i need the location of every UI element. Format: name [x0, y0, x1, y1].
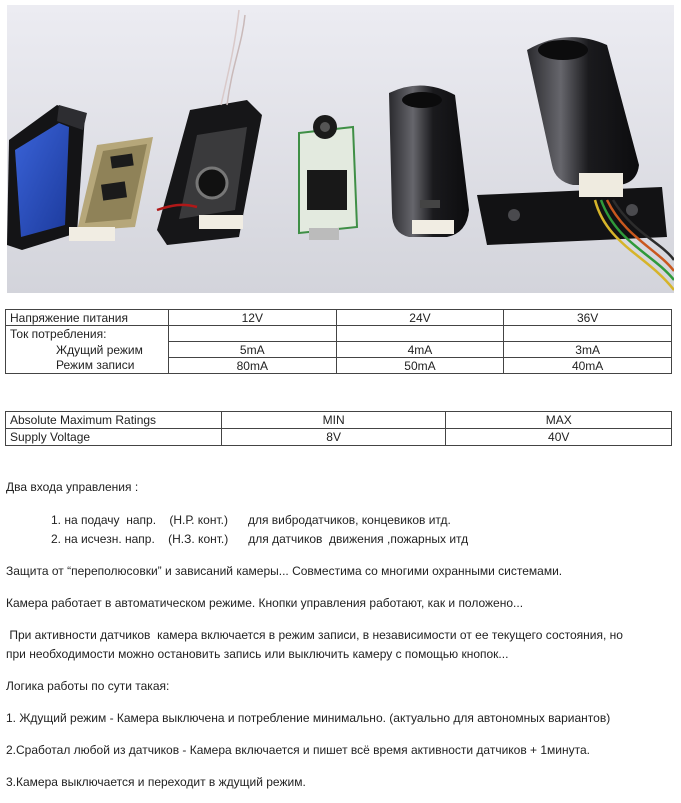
header-cell: Absolute Maximum Ratings: [6, 412, 222, 429]
empty-cell: [336, 326, 504, 342]
table-row: [6, 342, 672, 358]
table-row: [6, 326, 672, 342]
logic-step-1: 1. Ждущий режим - Камера выключена и потребление минимально. (актуально для автономных вариантов): [6, 711, 611, 725]
header-cell: Напряжение питания: [6, 310, 169, 326]
product-photo: [7, 5, 674, 293]
empty-cell: [168, 326, 336, 342]
row-label: Supply Voltage: [6, 429, 222, 446]
sensors-text-line-1: При активности датчиков камера включается в режим записи, в независимости от ее текущего состояния, но: [6, 628, 623, 642]
table-row: [6, 412, 672, 429]
header-cell: 36V: [504, 310, 672, 326]
input-item-1: 1. на подачу напр. (Н.Р. конт.) для вибродатчиков, концевиков итд.: [51, 513, 451, 527]
logic-step-2: 2.Сработал любой из датчиков - Камера включается и пишет всё время активности датчиков + 1минута.: [6, 743, 591, 757]
header-cell: MAX: [446, 412, 672, 429]
table-cell: 4mA: [336, 342, 504, 358]
table-cell: 5mA: [168, 342, 336, 358]
absolute-maximum-ratings-table: [5, 411, 672, 446]
row-label: Ток потребления:: [6, 326, 169, 342]
sensors-text-line-2: при необходимости можно остановить запись или выключить камеру с помощью кнопок...: [6, 647, 509, 661]
table-cell: 3mA: [504, 342, 672, 358]
protection-text: Защита от “переполюсовки” и зависаний камеры... Совместима со многими охранными системами.: [6, 564, 563, 578]
header-cell: 12V: [168, 310, 336, 326]
table-row: [6, 358, 672, 374]
empty-cell: [504, 326, 672, 342]
inputs-title: Два входа управления :: [6, 480, 139, 494]
auto-mode-text: Камера работает в автоматическом режиме. Кнопки управления работают, как и положено...: [6, 596, 524, 610]
camera-module-board: [299, 115, 357, 240]
header-cell: 24V: [336, 310, 504, 326]
table-row: [6, 429, 672, 446]
row-label: Режим записи: [6, 358, 169, 374]
table-row: [6, 310, 672, 326]
power-consumption-table: [5, 309, 672, 374]
table-cell: 40V: [446, 429, 672, 446]
table-cell: 8V: [221, 429, 446, 446]
logic-step-3: 3.Камера выключается и переходит в ждущий режим.: [6, 775, 306, 789]
table-cell: 80mA: [168, 358, 336, 374]
logic-title: Логика работы по сути такая:: [6, 679, 170, 693]
table-cell: 50mA: [336, 358, 504, 374]
row-label: Ждущий режим: [6, 342, 169, 358]
table-cell: 40mA: [504, 358, 672, 374]
header-cell: MIN: [221, 412, 446, 429]
input-item-2: 2. на исчезн. напр. (Н.З. конт.) для датчиков движения ,пожарных итд: [51, 532, 469, 546]
